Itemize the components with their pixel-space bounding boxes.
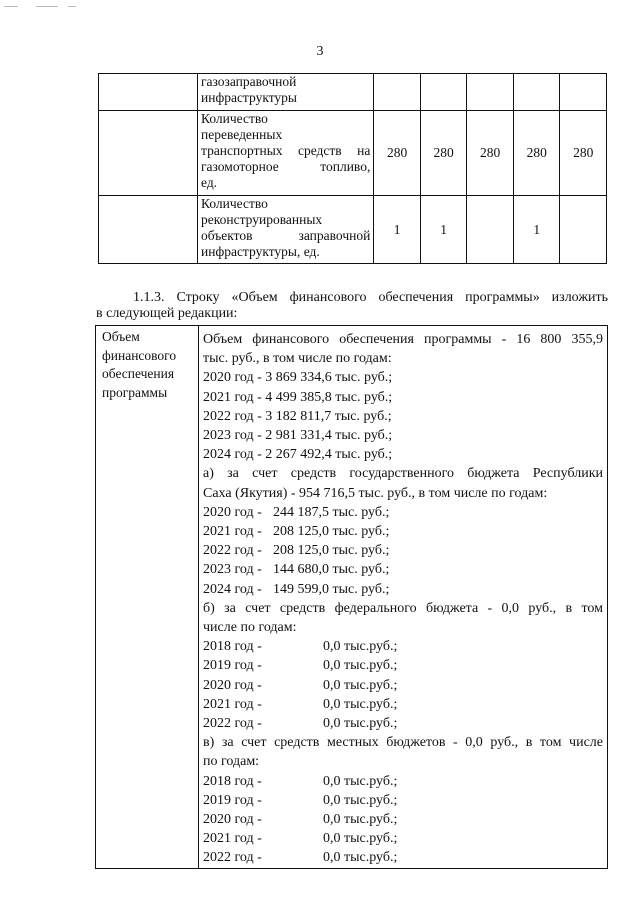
- year-label: 2018 год -: [203, 773, 262, 789]
- indicator-value: 280: [374, 111, 421, 196]
- indicator-table: [98, 73, 607, 264]
- indicator-name-line: объектов заправочной: [201, 228, 371, 243]
- paragraph-line: в следующей редакции:: [96, 306, 238, 321]
- year-amount: 0,0 тыс.руб.;: [323, 812, 398, 828]
- year-line: [203, 848, 603, 867]
- page-number: 3: [316, 44, 324, 59]
- year-line: [203, 560, 603, 579]
- year-label: 2020 год -: [203, 812, 262, 828]
- scan-mark: [36, 6, 58, 7]
- indicator-value: 1: [513, 196, 560, 264]
- indicator-name-line: переведенных: [201, 127, 283, 142]
- indicator-name-line: газозаправочной: [201, 74, 297, 89]
- indicator-name: [198, 196, 374, 264]
- year-amount: 208 125,0 тыс. руб.;: [273, 543, 390, 559]
- total-year-line: 2020 год - 3 869 334,6 тыс. руб.;: [203, 370, 393, 386]
- indicator-name-line: инфраструктуры: [201, 90, 297, 105]
- finance-label-line: Объем: [102, 329, 140, 344]
- indicator-value: 280: [513, 111, 560, 196]
- total-year-line: 2021 год - 4 499 385,8 тыс. руб.;: [203, 389, 393, 405]
- finance-intro-line: тыс. руб., в том числе по годам:: [203, 351, 392, 367]
- indicator-value: 280: [560, 111, 607, 196]
- indicator-value: [374, 74, 421, 111]
- indicator-name-line: ед.: [201, 175, 218, 190]
- year-label: 2021 год -: [203, 524, 262, 540]
- year-label: 2019 год -: [203, 658, 262, 674]
- table-row: [99, 196, 607, 264]
- total-year-line: 2024 год - 2 267 492,4 тыс. руб.;: [203, 447, 393, 463]
- scan-mark: [68, 6, 76, 7]
- indicator-value: [513, 74, 560, 111]
- year-line: [203, 676, 603, 695]
- finance-label: [96, 326, 199, 869]
- indicator-value: 280: [420, 111, 467, 196]
- year-line: [203, 772, 603, 791]
- section-c-heading: по годам:: [203, 754, 260, 770]
- year-line: [203, 695, 603, 714]
- indicator-value: 280: [467, 111, 514, 196]
- section-a-heading: Саха (Якутия) - 954 716,5 тыс. руб., в том числе по годам:: [203, 485, 548, 501]
- finance-label-line: программы: [102, 384, 168, 400]
- paragraph-line: 1.1.3. Строку «Объем финансового обеспечения программы» изложить: [133, 290, 608, 305]
- indicator-value: 1: [374, 196, 421, 264]
- section-c-years: [203, 772, 603, 868]
- year-label: 2020 год -: [203, 677, 262, 693]
- year-amount: 0,0 тыс.руб.;: [323, 792, 398, 808]
- year-label: 2020 год -: [203, 504, 262, 520]
- indicator-value: [467, 196, 514, 264]
- finance-intro-line: Объем финансового обеспечения программы - 16 800 355,9: [203, 332, 603, 347]
- section-c-heading: в) за счет средств местных бюджетов - 0,0 руб., в том числе: [203, 735, 603, 751]
- table-row: [99, 74, 607, 111]
- amendment-paragraph: [96, 290, 608, 322]
- year-amount: 0,0 тыс.руб.;: [323, 658, 398, 674]
- year-line: [203, 714, 603, 733]
- indicator-value: 1: [420, 196, 467, 264]
- year-line: [203, 637, 603, 656]
- indicator-value: [560, 74, 607, 111]
- year-label: 2023 год -: [203, 562, 262, 578]
- section-b-heading: б) за счет средств федерального бюджета - 0,0 руб., в том: [203, 600, 603, 616]
- section-a-heading: а) за счет средств государственного бюджета Республики: [203, 466, 603, 482]
- section-b-years: [203, 637, 603, 733]
- finance-table: [95, 325, 608, 869]
- indicator-name-line: инфраструктуры, ед.: [201, 244, 320, 259]
- section-a-years: [203, 503, 603, 599]
- year-amount: 0,0 тыс.руб.;: [323, 677, 398, 693]
- year-amount: 144 680,0 тыс. руб.;: [273, 562, 390, 578]
- year-label: 2022 год -: [203, 850, 262, 866]
- indicator-name-line: газомоторное топливо,: [201, 159, 371, 174]
- indicator-name: [198, 111, 374, 196]
- finance-label-line: обеспечения: [102, 366, 175, 381]
- indicator-value: [467, 74, 514, 111]
- table-cell-empty: [99, 74, 198, 111]
- year-amount: 0,0 тыс.руб.;: [323, 716, 398, 732]
- finance-label-line: финансового: [102, 347, 177, 363]
- year-label: 2021 год -: [203, 831, 262, 847]
- scan-mark: [4, 6, 18, 7]
- year-amount: 0,0 тыс.руб.;: [323, 831, 398, 847]
- year-line: [203, 791, 603, 810]
- indicator-value: [420, 74, 467, 111]
- indicator-name-line: Количество: [201, 196, 268, 211]
- year-line: [203, 522, 603, 541]
- table-cell-empty: [99, 111, 198, 196]
- year-amount: 208 125,0 тыс. руб.;: [273, 524, 390, 540]
- year-line: [203, 829, 603, 848]
- year-line: [203, 503, 603, 522]
- year-amount: 149 599,0 тыс. руб.;: [273, 581, 390, 597]
- year-line: [203, 580, 603, 599]
- table-cell-empty: [99, 196, 198, 264]
- section-b-heading: числе по годам:: [203, 620, 297, 636]
- year-amount: 0,0 тыс.руб.;: [323, 850, 398, 866]
- year-amount: 0,0 тыс.руб.;: [323, 639, 398, 655]
- year-label: 2022 год -: [203, 716, 262, 732]
- year-amount: 0,0 тыс.руб.;: [323, 773, 398, 789]
- year-label: 2024 год -: [203, 581, 262, 597]
- table-row: [96, 326, 608, 869]
- year-label: 2019 год -: [203, 792, 262, 808]
- year-label: 2018 год -: [203, 639, 262, 655]
- year-label: 2021 год -: [203, 696, 262, 712]
- total-year-line: 2022 год - 3 182 811,7 тыс. руб.;: [203, 408, 392, 424]
- year-line: [203, 541, 603, 560]
- year-amount: 244 187,5 тыс. руб.;: [273, 504, 390, 520]
- year-amount: 0,0 тыс.руб.;: [323, 696, 398, 712]
- indicator-value: [560, 196, 607, 264]
- indicator-name-line: Количество: [201, 111, 268, 126]
- indicator-name-line: транспортных средств на: [201, 143, 371, 158]
- finance-content: [199, 326, 608, 869]
- table-row: [99, 111, 607, 196]
- indicator-name-line: реконструированных: [201, 212, 323, 227]
- year-line: [203, 656, 603, 675]
- year-line: [203, 810, 603, 829]
- total-year-line: 2023 год - 2 981 331,4 тыс. руб.;: [203, 428, 393, 444]
- indicator-name: [198, 74, 374, 111]
- year-label: 2022 год -: [203, 543, 262, 559]
